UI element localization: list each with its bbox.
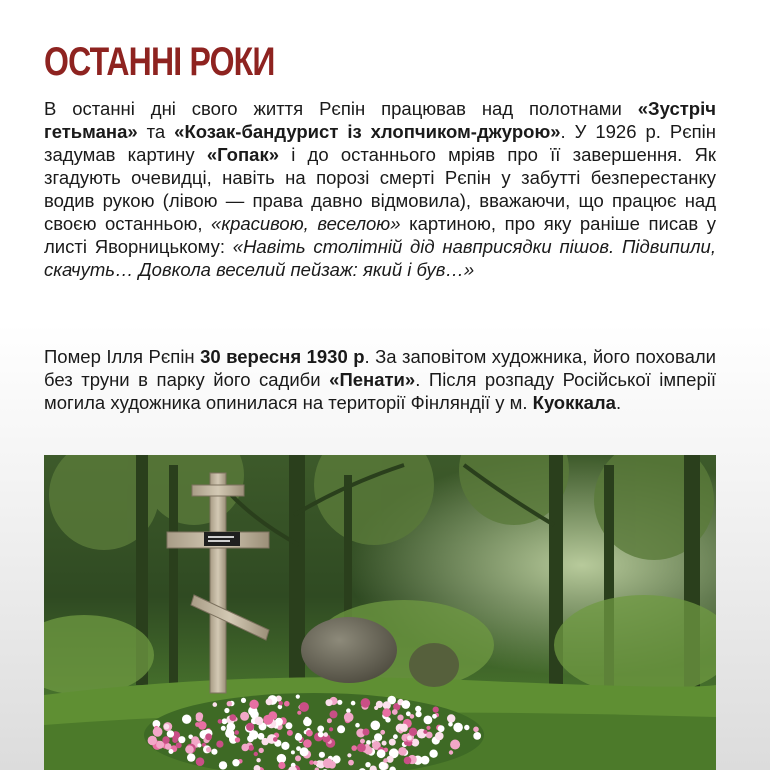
paragraph1-run: «Зустріч гетьмана» <box>44 98 716 142</box>
paragraph2-run: . За заповітом художника, його поховали без труни в парку його садиби <box>44 346 716 390</box>
paragraph1-run: «Козак-бандурист із хлопчиком-джурою» <box>174 121 561 142</box>
paragraph2-run: Помер Ілля Рєпін <box>44 346 201 367</box>
paragraph1-run: і до останнього мріяв про її завершення. Як згадують очевидці, навіть на порозі смерті Рєпін у забутті безперестанку водив рукою (лівою — права давно відмовила), вважаючи, що працює над своєю останньою, <box>44 144 716 234</box>
paragraph-death-burial <box>44 345 716 414</box>
paragraph-last-years <box>44 97 716 281</box>
paragraph2-run: . Після розпаду Російської імперії могила художника опинилася на території Фінляндії у м. <box>44 369 716 413</box>
paragraph2-run: 30 вересня 1930 р <box>200 346 365 367</box>
paragraph2-run: «Пенати» <box>329 369 416 390</box>
paragraph1-run: «красивою, веселою» <box>211 213 401 234</box>
paragraph1-run: В останні дні свого життя Рєпін працював над полотнами <box>44 98 638 119</box>
paragraph1-run: «Гопак» <box>206 144 279 165</box>
paragraph2-run: . <box>615 392 622 413</box>
paragraph1-run: . У 1926 р. Рєпін задумав картину <box>44 121 716 165</box>
page-title: ОСТАННІ РОКИ <box>44 40 275 84</box>
paragraph1-run: та <box>137 121 175 142</box>
paragraph1-run: картиною, про яку раніше писав у листі Яворницькому: <box>44 213 716 257</box>
grave-photo <box>44 455 716 770</box>
paragraph1-run: «Навіть столітній дід навприсядки пішов. Підвипили, скачуть… Довкола веселий пейзаж: який і був…» <box>44 236 716 280</box>
paragraph2-run: Куоккала <box>532 392 616 413</box>
